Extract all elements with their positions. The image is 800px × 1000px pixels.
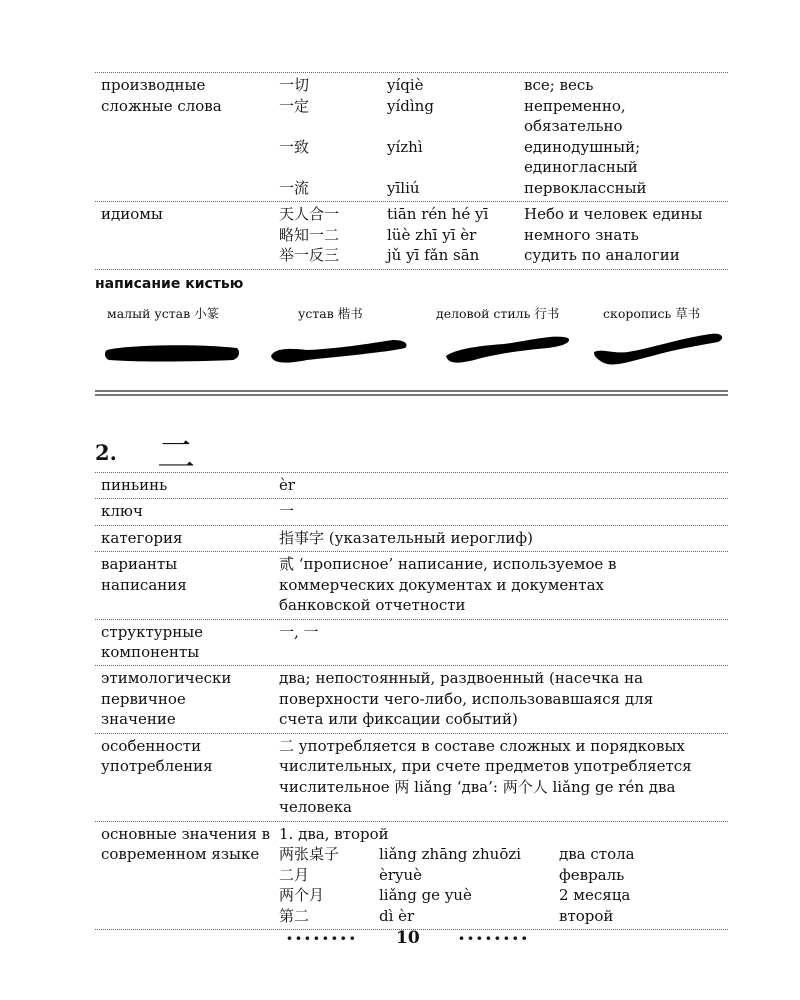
- pinyin: liǎng ge yuè: [379, 886, 472, 904]
- variants-row: [95, 552, 728, 619]
- table-row: [279, 844, 728, 865]
- brush-style-label: устав 楷书: [298, 305, 363, 321]
- cursive-script-stroke-image: [592, 328, 728, 372]
- usage-value: 二 употребляется в составе сложных и порядковых числительных, при счете предметов употребляется числительное 两 liǎng ‘два’: 两个人 liǎng ge rén два человека: [279, 736, 692, 816]
- meaning: Небо и человек едины: [524, 205, 703, 223]
- derivatives-section: [95, 73, 728, 201]
- usage-row: [95, 734, 728, 821]
- pinyin: yídìng: [387, 96, 434, 115]
- pinyin: yízhì: [387, 137, 423, 156]
- pinyin-label: пиньинь: [101, 475, 168, 494]
- table-row: [279, 137, 728, 178]
- table-row: [279, 96, 728, 137]
- page-footer: [0, 922, 800, 952]
- brush-style-label: малый устав 小篆: [107, 305, 220, 321]
- divider: [95, 269, 728, 270]
- footer-dots-left: ········: [286, 926, 358, 950]
- radical-row: [95, 499, 728, 525]
- pinyin: tiān rén hé yī: [387, 205, 489, 223]
- entry-heading: [95, 396, 728, 477]
- components-row: [95, 620, 728, 666]
- pinyin-value: èr: [279, 475, 296, 494]
- pinyin: jǔ yī fǎn sān: [387, 246, 480, 264]
- meaning: 2 месяца: [559, 886, 631, 904]
- entry-number: 2.: [95, 439, 117, 465]
- category-value: 指事字 (указательный иероглиф): [279, 528, 533, 547]
- hanzi: 第二: [279, 906, 310, 925]
- hanzi: 二月: [279, 865, 310, 884]
- etymology-value: два; непостоянный, раздвоенный (насечка на поверхности чего-либо, использовавшаяся для счета или фиксации событий): [279, 669, 654, 728]
- pinyin: yīliú: [387, 178, 420, 197]
- hanzi: 两个月: [279, 886, 325, 904]
- meanings-row: [95, 822, 728, 930]
- derivatives-table: [279, 73, 728, 201]
- meaning: первоклассный: [524, 178, 647, 197]
- meanings-heading: 1. два, второй: [279, 824, 389, 843]
- hanzi: 一流: [279, 178, 310, 197]
- brush-strokes: [95, 322, 728, 382]
- etymology-row: [95, 666, 728, 733]
- regular-script-stroke-image: [267, 334, 412, 370]
- entry-character: 二: [157, 432, 196, 477]
- brush-style-labels: [95, 292, 728, 322]
- brush-style-label: скоропись 草书: [603, 305, 701, 321]
- footer-dots-right: ········: [458, 926, 530, 950]
- meaning: немного знать: [524, 225, 639, 244]
- meanings-table: [279, 822, 728, 930]
- meaning: судить по аналогии: [524, 246, 680, 264]
- brush-section-title: написание кистью: [95, 275, 244, 292]
- etymology-label: этимологически первичное значение: [101, 669, 232, 728]
- page-number: 10: [396, 928, 420, 948]
- hanzi: 一定: [279, 96, 310, 115]
- meaning: единодушный; единогласный: [524, 137, 641, 176]
- pinyin: lüè zhī yī èr: [387, 225, 477, 244]
- table-row: [279, 865, 728, 886]
- pinyin: yíqiè: [387, 76, 424, 94]
- running-script-stroke-image: [444, 330, 574, 370]
- seal-script-stroke-image: [103, 338, 243, 368]
- hanzi: 一切: [279, 76, 310, 94]
- hanzi: 一致: [279, 137, 310, 156]
- category-row: [95, 526, 728, 552]
- table-row: [279, 245, 728, 266]
- meanings-label: основные значения в современном языке: [101, 824, 271, 863]
- idioms-table: [279, 202, 728, 269]
- meaning: два стола: [559, 845, 635, 863]
- brush-style-label: деловой стиль 行书: [436, 305, 560, 321]
- components-label: структурные компоненты: [101, 622, 204, 661]
- pinyin: èryuè: [379, 865, 423, 884]
- dictionary-page: [95, 72, 728, 930]
- hanzi: 天人合一: [279, 205, 340, 223]
- components-value: 一, 一: [279, 622, 319, 641]
- pinyin: dì èr: [379, 906, 415, 925]
- pinyin: liǎng zhāng zhuōzi: [379, 845, 522, 863]
- meaning: непременно, обязательно: [524, 96, 626, 135]
- hanzi: 略知一二: [279, 225, 340, 244]
- radical-value: 一: [279, 502, 295, 520]
- derivatives-label: производные сложные слова: [101, 76, 222, 115]
- idioms-section: [95, 202, 728, 269]
- meaning: второй: [559, 906, 614, 925]
- table-row: [279, 225, 728, 246]
- usage-label: особенности употребления: [101, 736, 213, 775]
- category-label: категория: [101, 528, 183, 547]
- radical-label: ключ: [101, 502, 143, 520]
- idioms-label: идиомы: [101, 205, 163, 223]
- hanzi: 两张桌子: [279, 845, 340, 863]
- table-row: [279, 885, 728, 906]
- meaning: февраль: [559, 865, 625, 884]
- pinyin-row: [95, 473, 728, 499]
- hanzi: 举一反三: [279, 246, 340, 264]
- variants-label: варианты написания: [101, 555, 187, 594]
- table-row: [279, 204, 728, 225]
- table-row: [279, 178, 728, 199]
- meaning: все; весь: [524, 76, 594, 94]
- table-row: [279, 75, 728, 96]
- variants-value: 贰 ‘прописное’ написание, используемое в коммерческих документах и документах банковской отчетности: [279, 555, 617, 614]
